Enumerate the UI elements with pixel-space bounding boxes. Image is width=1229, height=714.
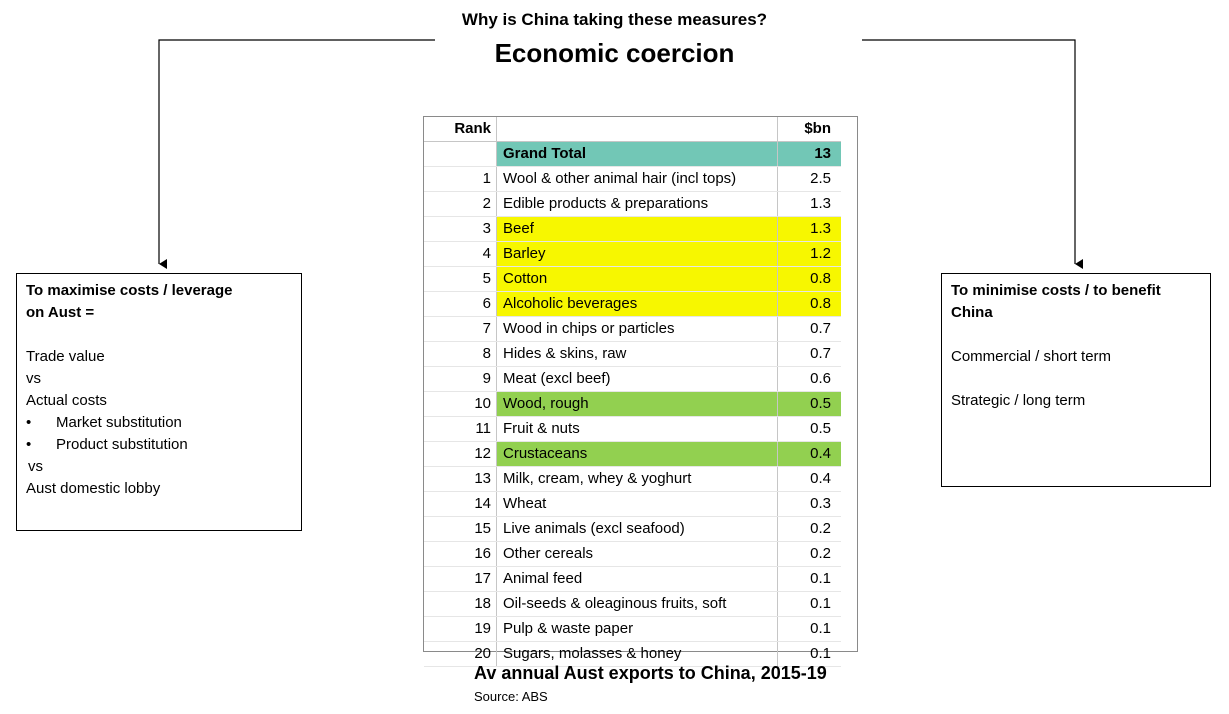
product-cell: Cotton xyxy=(497,267,778,292)
table-row xyxy=(424,367,841,392)
table-header-row xyxy=(424,117,841,142)
table-row xyxy=(424,167,841,192)
vs-text-2: vs xyxy=(28,458,43,475)
product-cell: Crustaceans xyxy=(497,442,778,467)
table-row xyxy=(424,567,841,592)
table-row xyxy=(424,592,841,617)
rank-cell: 13 xyxy=(424,467,497,492)
table-caption: Av annual Aust exports to China, 2015-19 xyxy=(474,663,827,683)
right-box-heading-1: To minimise costs / to benefit xyxy=(951,282,1161,299)
page-title: Economic coercion xyxy=(494,38,735,68)
value-cell: 0.1 xyxy=(778,567,842,592)
value-cell: 0.2 xyxy=(778,542,842,567)
rank-cell: 11 xyxy=(424,417,497,442)
bullet-dot: • xyxy=(26,414,32,431)
value-cell: 1.3 xyxy=(778,217,842,242)
question-heading: Why is China taking these measures? xyxy=(461,10,768,29)
table-row xyxy=(424,467,841,492)
table-row xyxy=(424,342,841,367)
product-cell: Fruit & nuts xyxy=(497,417,778,442)
right-arrow xyxy=(862,40,1075,264)
left-box-heading-2: on Aust = xyxy=(26,304,95,321)
value-cell: 0.7 xyxy=(778,317,842,342)
value-cell: 1.2 xyxy=(778,242,842,267)
product-cell: Animal feed xyxy=(497,567,778,592)
value-cell: 0.8 xyxy=(778,292,842,317)
grand-total-row xyxy=(424,142,841,167)
rank-cell: 9 xyxy=(424,367,497,392)
trade-value-text: Trade value xyxy=(26,348,105,365)
value-cell: 0.1 xyxy=(778,592,842,617)
bullet-item xyxy=(26,434,292,456)
product-cell: Wood, rough xyxy=(497,392,778,417)
rank-cell: 7 xyxy=(424,317,497,342)
table-row xyxy=(424,442,841,467)
rank-cell: 3 xyxy=(424,217,497,242)
product-cell: Sugars, molasses & honey xyxy=(497,642,778,667)
product-cell: Barley xyxy=(497,242,778,267)
rank-cell: 5 xyxy=(424,267,497,292)
value-cell: 0.8 xyxy=(778,267,842,292)
vs-text-1: vs xyxy=(26,370,41,387)
table-row xyxy=(424,542,841,567)
value-cell: 2.5 xyxy=(778,167,842,192)
rank-cell: 17 xyxy=(424,567,497,592)
value-cell: 0.2 xyxy=(778,517,842,542)
value-cell: 0.7 xyxy=(778,342,842,367)
product-cell: Milk, cream, whey & yoghurt xyxy=(497,467,778,492)
rank-cell: 1 xyxy=(424,167,497,192)
table-row xyxy=(424,317,841,342)
table-row xyxy=(424,392,841,417)
value-cell: 0.3 xyxy=(778,492,842,517)
market-substitution-text: Market substitution xyxy=(56,414,182,431)
product-cell: Wool & other animal hair (incl tops) xyxy=(497,167,778,192)
table-row xyxy=(424,517,841,542)
value-cell: 0.1 xyxy=(778,642,842,667)
bullet-item xyxy=(26,412,292,434)
left-box-heading-1: To maximise costs / leverage xyxy=(26,282,233,299)
product-cell: Pulp & waste paper xyxy=(497,617,778,642)
exports-table xyxy=(424,117,841,667)
value-cell: 0.1 xyxy=(778,617,842,642)
rank-cell: 20 xyxy=(424,642,497,667)
strategic-text: Strategic / long term xyxy=(951,392,1086,409)
product-cell: Beef xyxy=(497,217,778,242)
rank-cell: 12 xyxy=(424,442,497,467)
source-note: Source: ABS xyxy=(474,689,548,704)
left-arrow xyxy=(159,40,435,264)
table-row xyxy=(424,492,841,517)
product-cell: Other cereals xyxy=(497,542,778,567)
rank-cell: 8 xyxy=(424,342,497,367)
right-box-heading-2: China xyxy=(951,304,993,321)
table-row xyxy=(424,242,841,267)
table-row xyxy=(424,292,841,317)
product-cell: Alcoholic beverages xyxy=(497,292,778,317)
value-cell: 0.4 xyxy=(778,467,842,492)
rank-cell: 10 xyxy=(424,392,497,417)
exports-table-frame xyxy=(423,116,858,662)
rank-cell: 18 xyxy=(424,592,497,617)
rank-cell: 2 xyxy=(424,192,497,217)
product-substitution-text: Product substitution xyxy=(56,436,188,453)
rank-cell: 4 xyxy=(424,242,497,267)
product-cell: Hides & skins, raw xyxy=(497,342,778,367)
value-cell: 0.6 xyxy=(778,367,842,392)
value-cell: 0.5 xyxy=(778,392,842,417)
table-row xyxy=(424,617,841,642)
product-cell: Edible products & preparations xyxy=(497,192,778,217)
rank-cell: 6 xyxy=(424,292,497,317)
table-row xyxy=(424,217,841,242)
product-header xyxy=(497,117,778,142)
value-cell: 0.4 xyxy=(778,442,842,467)
product-cell: Meat (excl beef) xyxy=(497,367,778,392)
bullet-dot: • xyxy=(26,436,32,453)
value-cell: 1.3 xyxy=(778,192,842,217)
product-cell: Oil-seeds & oleaginous fruits, soft xyxy=(497,592,778,617)
table-row xyxy=(424,267,841,292)
total-label: Grand Total xyxy=(497,142,778,167)
right-box xyxy=(941,273,1211,487)
total-value: 13 xyxy=(778,142,842,167)
table-row xyxy=(424,192,841,217)
value-header: $bn xyxy=(778,117,842,142)
product-cell: Live animals (excl seafood) xyxy=(497,517,778,542)
left-box xyxy=(16,273,302,531)
table-row xyxy=(424,417,841,442)
rank-cell: 16 xyxy=(424,542,497,567)
rank-cell: 19 xyxy=(424,617,497,642)
domestic-lobby-text: Aust domestic lobby xyxy=(26,480,161,497)
commercial-text: Commercial / short term xyxy=(951,348,1112,365)
product-cell: Wheat xyxy=(497,492,778,517)
rank-cell: 15 xyxy=(424,517,497,542)
product-cell: Wood in chips or particles xyxy=(497,317,778,342)
rank-cell: 14 xyxy=(424,492,497,517)
actual-costs-text: Actual costs xyxy=(26,392,107,409)
value-cell: 0.5 xyxy=(778,417,842,442)
rank-header: Rank xyxy=(424,117,497,142)
total-rank-cell xyxy=(424,142,497,167)
